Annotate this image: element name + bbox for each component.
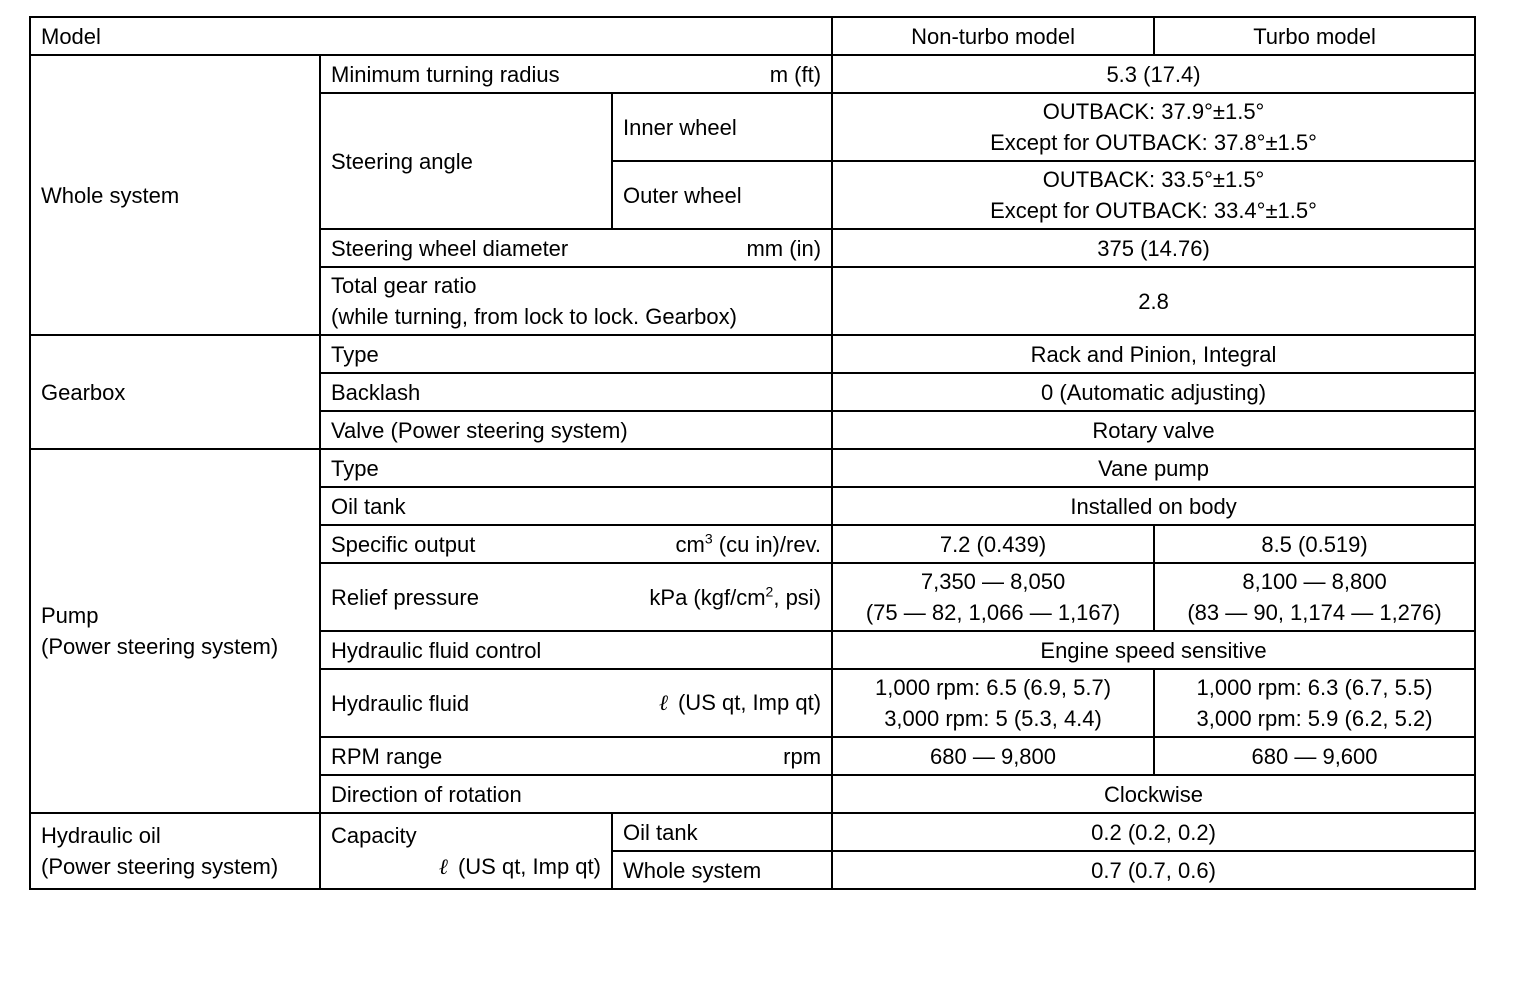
rotation-label: Direction of rotation xyxy=(320,775,832,813)
whole-system-label: Whole system xyxy=(30,55,320,335)
pump-type-value: Vane pump xyxy=(832,449,1475,487)
capacity-label: Capacity ℓ (US qt, Imp qt) xyxy=(320,813,612,889)
table-row xyxy=(30,449,1475,487)
wheel-diameter-value: 375 (14.76) xyxy=(832,229,1475,267)
turning-radius-label: Minimum turning radius m (ft) xyxy=(320,55,832,93)
inner-wheel-value: OUTBACK: 37.9°±1.5° Except for OUTBACK: 37.8°±1.5° xyxy=(832,93,1475,161)
hydraulic-oil-label: Hydraulic oil (Power steering system) xyxy=(30,813,320,889)
turning-radius-value: 5.3 (17.4) xyxy=(832,55,1475,93)
capacity-unit: ℓ (US qt, Imp qt) xyxy=(438,853,601,880)
rpm-range-turbo: 680 — 9,600 xyxy=(1154,737,1475,775)
oil-tank-capacity-value: 0.2 (0.2, 0.2) xyxy=(832,813,1475,851)
non-turbo-header: Non-turbo model xyxy=(832,17,1154,55)
pump-oil-tank-label: Oil tank xyxy=(320,487,832,525)
backlash-value: 0 (Automatic adjusting) xyxy=(832,373,1475,411)
liter-symbol-icon: ℓ xyxy=(438,854,448,880)
steering-angle-label: Steering angle xyxy=(320,93,612,229)
specific-output-turbo: 8.5 (0.519) xyxy=(1154,525,1475,563)
oil-tank-capacity-label: Oil tank xyxy=(612,813,832,851)
table-row xyxy=(30,813,1475,851)
turbo-header: Turbo model xyxy=(1154,17,1475,55)
gearbox-type-value: Rack and Pinion, Integral xyxy=(832,335,1475,373)
pump-type-label: Type xyxy=(320,449,832,487)
gearbox-label: Gearbox xyxy=(30,335,320,449)
rpm-range-non-turbo: 680 — 9,800 xyxy=(832,737,1154,775)
specific-output-label: Specific output $cm^3$ (cu in)/rev. xyxy=(320,525,832,563)
header-row xyxy=(30,17,1475,55)
gear-ratio-label: Total gear ratio (while turning, from lock to lock. Gearbox) xyxy=(320,267,832,335)
outer-wheel-value: OUTBACK: 33.5°±1.5° Except for OUTBACK: 33.4°±1.5° xyxy=(832,161,1475,229)
liter-symbol-icon: ℓ xyxy=(658,691,668,716)
relief-pressure-label: Relief pressure kPa ($kgf/cm^2$, psi) xyxy=(320,563,832,631)
valve-value: Rotary valve xyxy=(832,411,1475,449)
inner-wheel-label: Inner wheel xyxy=(612,93,832,161)
model-header: Model xyxy=(30,17,832,55)
whole-system-capacity-label: Whole system xyxy=(612,851,832,889)
backlash-label: Backlash xyxy=(320,373,832,411)
whole-system-capacity-value: 0.7 (0.7, 0.6) xyxy=(832,851,1475,889)
fluid-control-label: Hydraulic fluid control xyxy=(320,631,832,669)
table-row xyxy=(30,55,1475,93)
valve-label: Valve (Power steering system) xyxy=(320,411,832,449)
hydraulic-fluid-non-turbo: 1,000 rpm: 6.5 (6.9, 5.7) 3,000 rpm: 5 (5.3, 4.4) xyxy=(832,669,1154,737)
hydraulic-fluid-turbo: 1,000 rpm: 6.3 (6.7, 5.5) 3,000 rpm: 5.9 (6.2, 5.2) xyxy=(1154,669,1475,737)
hydraulic-fluid-label: Hydraulic fluid ℓ (US qt, Imp qt) xyxy=(320,669,832,737)
outer-wheel-label: Outer wheel xyxy=(612,161,832,229)
gearbox-type-label: Type xyxy=(320,335,832,373)
table-row xyxy=(30,335,1475,373)
rotation-value: Clockwise xyxy=(832,775,1475,813)
specifications-table xyxy=(29,16,1476,890)
gear-ratio-value: 2.8 xyxy=(832,267,1475,335)
pump-oil-tank-value: Installed on body xyxy=(832,487,1475,525)
pump-label: Pump (Power steering system) xyxy=(30,449,320,813)
relief-pressure-non-turbo: 7,350 — 8,050 (75 — 82, 1,066 — 1,167) xyxy=(832,563,1154,631)
relief-pressure-unit: kPa ($kgf/cm^2$, psi) xyxy=(649,583,822,610)
specific-output-non-turbo: 7.2 (0.439) xyxy=(832,525,1154,563)
hydraulic-fluid-unit: ℓ (US qt, Imp qt) xyxy=(658,690,822,716)
specific-output-unit: $cm^3$ (cu in)/rev. xyxy=(675,530,822,557)
rpm-range-label: RPM range rpm xyxy=(320,737,832,775)
fluid-control-value: Engine speed sensitive xyxy=(832,631,1475,669)
wheel-diameter-label: Steering wheel diameter mm (in) xyxy=(320,229,832,267)
relief-pressure-turbo: 8,100 — 8,800 (83 — 90, 1,174 — 1,276) xyxy=(1154,563,1475,631)
